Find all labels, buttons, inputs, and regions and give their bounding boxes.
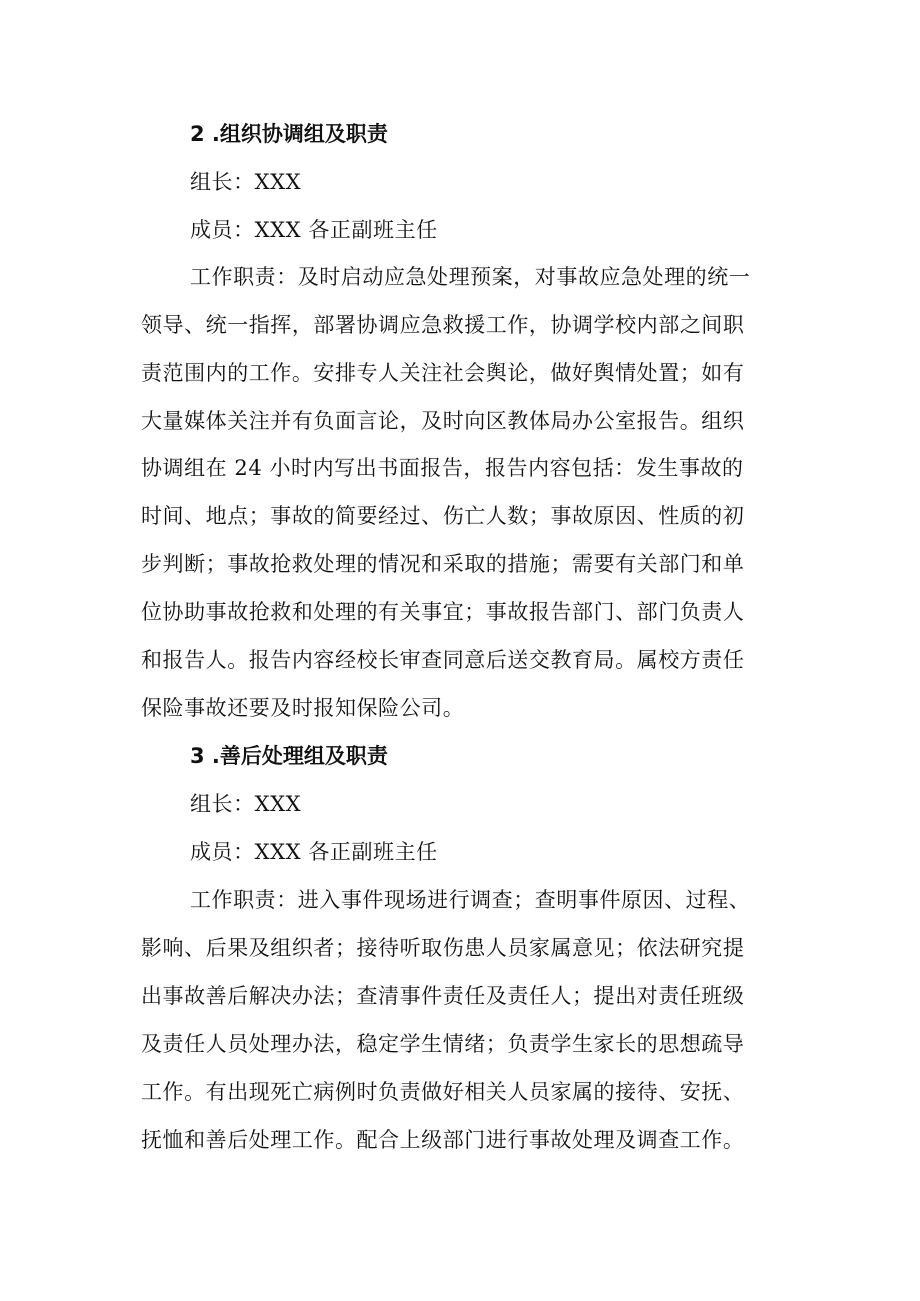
group-leader: 组长：XXX: [190, 792, 302, 816]
duties-line: 协调组在 24 小时内写出书面报告，报告内容包括：发生事故的: [141, 456, 744, 480]
duties-line: 领导、统一指挥，部署协调应急救援工作，协调学校内部之间职: [141, 313, 745, 337]
duties-line: 时间、地点；事故的简要经过、伤亡人数；事故原因、性质的初: [141, 504, 745, 528]
duties-line: 工作职责：及时启动应急处理预案，对事故应急处理的统一: [190, 265, 751, 289]
group-members: 成员：XXX 各正副班主任: [190, 840, 438, 864]
group-leader: 组长：XXX: [190, 170, 302, 194]
duties-line: 和报告人。报告内容经校长审查同意后送交教育局。属校方责任: [141, 648, 745, 672]
duties-line: 步判断；事故抢救处理的情况和采取的措施；需要有关部门和单: [141, 552, 745, 576]
duties-line: 影响、后果及组织者；接待听取伤患人员家属意见；依法研究提: [141, 936, 745, 960]
section-heading: 2 .组织协调组及职责: [190, 122, 388, 146]
duties-line: 位协助事故抢救和处理的有关事宜；事故报告部门、部门负责人: [141, 600, 745, 624]
duties-line: 工作。有出现死亡病例时负责做好相关人员家属的接待、安抚、: [141, 1080, 745, 1104]
section-heading: 3 .善后处理组及职责: [190, 744, 388, 768]
duties-line: 保险事故还要及时报知保险公司。: [141, 696, 465, 720]
group-members: 成员：XXX 各正副班主任: [190, 218, 438, 242]
duties-line: 及责任人员处理办法，稳定学生情绪；负责学生家长的思想疏导: [141, 1032, 745, 1056]
duties-line: 大量媒体关注并有负面言论，及时向区教体局办公室报告。组织: [141, 409, 745, 433]
duties-line: 出事故善后解决办法；查清事件责任及责任人；提出对责任班级: [141, 984, 745, 1008]
duties-line: 责范围内的工作。安排专人关注社会舆论，做好舆情处置；如有: [141, 361, 745, 385]
duties-line: 抚恤和善后处理工作。配合上级部门进行事故处理及调查工作。: [141, 1128, 745, 1152]
duties-line: 工作职责：进入事件现场进行调查；查明事件原因、过程、: [190, 888, 751, 912]
